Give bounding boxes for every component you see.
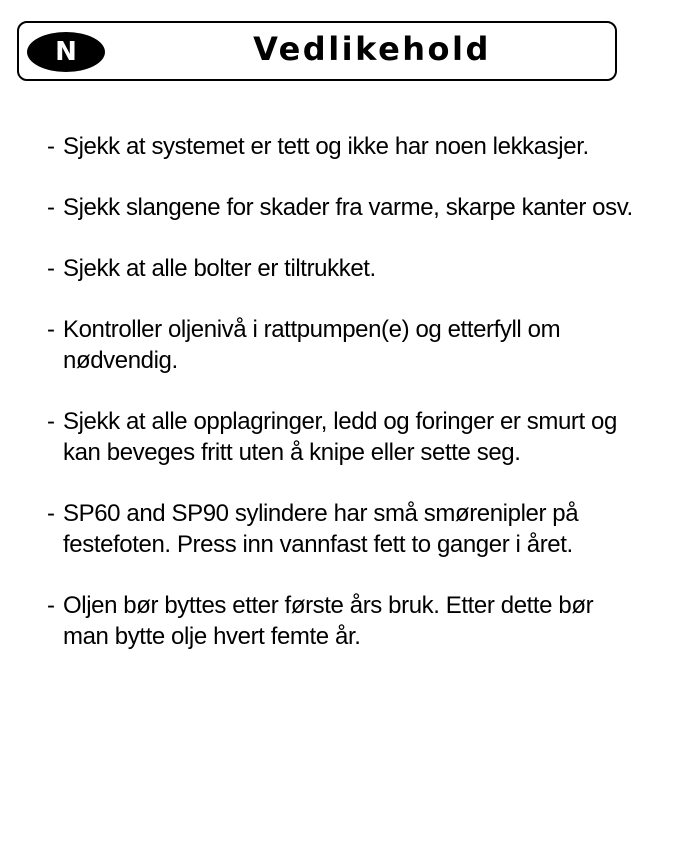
bullet-dash: - (47, 255, 55, 282)
bullet-dash: - (47, 500, 55, 527)
list-item-text: Sjekk at alle bolter er tiltrukket. (63, 255, 376, 282)
list-item (44, 314, 644, 376)
list-item-text: Kontroller oljenivå i rattpumpen(e) og etterfyll om nødvendig. (63, 316, 561, 374)
list-item-text: SP60 and SP90 sylindere har små smørenipler på festefoten. Press inn vannfast fett to ganger i året. (63, 500, 579, 558)
bullet-dash: - (47, 133, 55, 160)
bullet-dash: - (47, 592, 55, 619)
bullet-dash: - (47, 408, 55, 435)
list-item (44, 192, 644, 223)
bullet-dash: - (47, 194, 55, 221)
list-item-text: Sjekk slangene for skader fra varme, skarpe kanter osv. (63, 194, 633, 221)
bullet-dash: - (47, 316, 55, 343)
list-item-text: Oljen bør byttes etter første års bruk. Etter dette bør man bytte olje hvert femte år. (63, 592, 594, 650)
language-badge: N (27, 32, 105, 72)
list-item (44, 253, 644, 284)
page-title: Vedlikehold (253, 30, 491, 68)
list-item (44, 406, 644, 468)
list-item-text: Sjekk at alle opplagringer, ledd og foringer er smurt og kan beveges fritt uten å knipe eller sette seg. (63, 408, 617, 466)
list-item (44, 590, 644, 652)
section-header (17, 21, 617, 81)
list-item (44, 131, 644, 162)
maintenance-checklist (44, 131, 644, 682)
list-item (44, 498, 644, 560)
list-item-text: Sjekk at systemet er tett og ikke har noen lekkasjer. (63, 133, 589, 160)
